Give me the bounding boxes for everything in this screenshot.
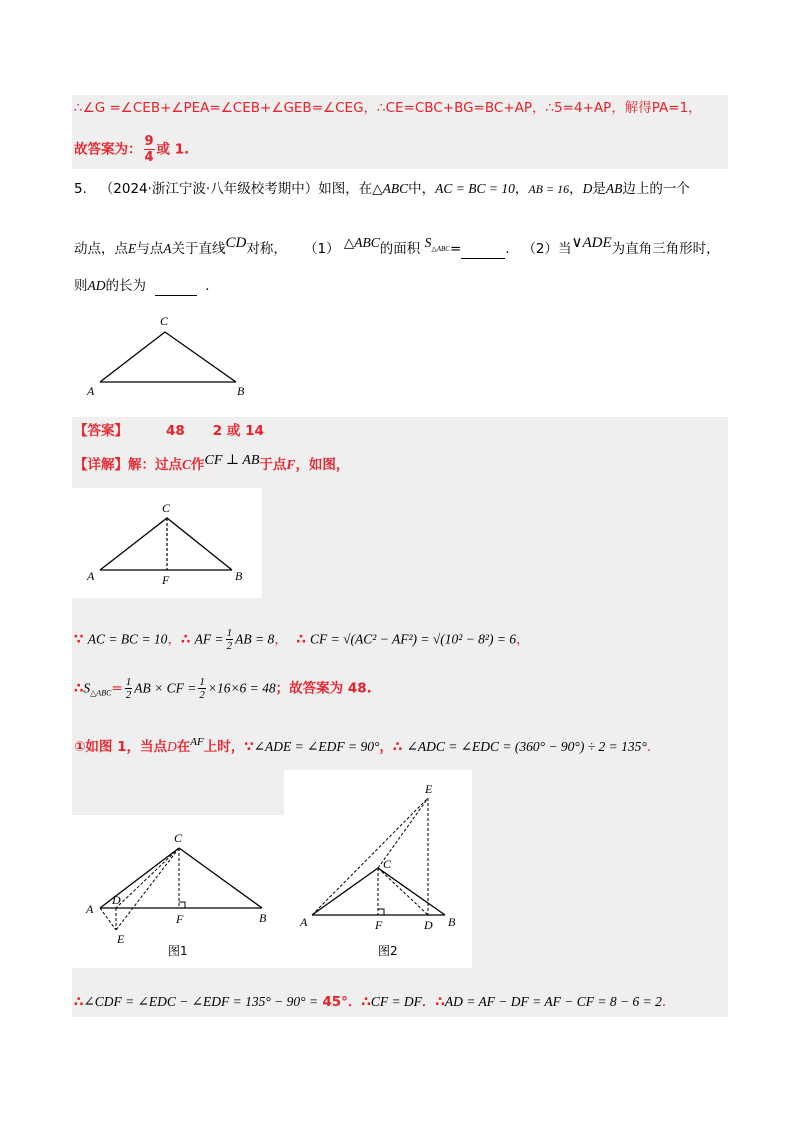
fig1-label-f: F [176, 912, 184, 926]
equals: = [111, 680, 123, 697]
frac-num: 1 [199, 676, 205, 688]
math-s-sub: △ABC [90, 688, 112, 698]
fig2-label-c: C [383, 857, 392, 871]
figure-2 [299, 782, 456, 958]
frac-den: 2 [199, 689, 205, 701]
fig1-caption: 图1 [168, 944, 188, 958]
separator: ， [274, 631, 288, 648]
fig2-label-a: A [300, 915, 308, 929]
separator: ．∴ [421, 994, 445, 1010]
step2-line [74, 676, 372, 704]
math-s: S [424, 235, 432, 250]
problem-source: （2024·浙江宁波·八年级校考期中） [99, 181, 319, 197]
frac-num: 9 [144, 134, 154, 149]
problem-text: 边上的一个 [622, 181, 690, 197]
math-ad: AD [87, 278, 106, 293]
math-f: F [286, 457, 296, 472]
math-s-sub: △ABC [431, 245, 450, 253]
math-ac-bc-10: AC = BC = 10 [87, 631, 168, 647]
step3-line [74, 732, 651, 757]
answer-tag: 【答案】 [74, 423, 128, 439]
separator: ．∴ [347, 994, 371, 1010]
part-two-label: （2）当 [522, 241, 572, 257]
prev-solution-line1 [74, 98, 702, 118]
problem-text: 则 [74, 278, 88, 294]
detail-text: 于点 [259, 457, 287, 473]
math-ac-bc: AC = BC = 10 [435, 181, 515, 196]
fig2-cd [378, 868, 428, 915]
math-cf-sqrt: CF = √(AC² − AF²) = √(10² − 8²) = 6 [310, 631, 517, 647]
detail-text: ，如图， [295, 457, 350, 473]
fraction-half [198, 676, 206, 701]
math-triangle-ade: ∨ADE [571, 235, 612, 251]
math-d: D [167, 739, 177, 754]
problem-text: 动点，点 [74, 241, 128, 257]
fraction-nine-fourths [144, 134, 155, 165]
problem-text: 关于直线 [171, 241, 226, 257]
problem-text: . [505, 241, 510, 257]
math-ab-8: AB = 8 [235, 631, 275, 647]
math-angle-cdf: ∠CDF = ∠EDC − ∠EDF = 135° − 90° = [83, 994, 319, 1009]
fig2-right-angle-mark [378, 909, 384, 915]
fig2-label-f: F [375, 918, 383, 932]
figure-1 [85, 831, 267, 958]
fig1-ae [100, 908, 116, 930]
math-angle-ade: ∠ADE = ∠EDF = 90° [253, 739, 380, 754]
step3-text: 在 [176, 739, 191, 755]
step4-line [74, 992, 666, 1012]
problem-line1 [74, 179, 690, 199]
problem-text: 为直角三角形时， [611, 241, 720, 257]
frac-den: 4 [144, 150, 154, 165]
math-triangle-abc: △ABC [372, 181, 409, 196]
label-f: F [162, 573, 170, 587]
math-triangle-abc: △ABC [343, 235, 380, 250]
answer-value-1: 48 [166, 423, 185, 439]
answer-prefix: 故答案为： [74, 141, 142, 158]
math-af: AF [190, 736, 204, 748]
therefore-symbol: ∴ [74, 680, 84, 697]
math-a: A [163, 241, 172, 256]
figure-triangle-abc [78, 310, 258, 400]
separator: ， [167, 631, 181, 648]
label-b: B [237, 384, 245, 398]
problem-text: 的长为 [105, 278, 146, 294]
math-cf-perp-ab: CF ⊥ AB [204, 453, 260, 468]
problem-text: 与点 [136, 241, 164, 257]
problem-line2 [74, 233, 720, 259]
answer-suffix: 或 1. [156, 141, 190, 158]
therefore-symbol: ∴ [296, 631, 306, 648]
separator: . [646, 739, 652, 755]
answer-value-2: 2 或 14 [212, 423, 264, 439]
problem-text: ， [569, 181, 583, 197]
problem-text: 中， [408, 181, 436, 197]
problem-text: 的面积 [379, 241, 421, 257]
problem-line3 [74, 275, 209, 296]
fig1-cd [116, 848, 179, 908]
fig2-caption: 图2 [378, 944, 398, 958]
step3-text: ①如图 1，当点 [74, 739, 168, 755]
fig2-label-b: B [448, 915, 456, 929]
label-c: C [162, 501, 171, 515]
answer-blank-2 [155, 275, 197, 296]
math-ab: AB = 16 [528, 182, 570, 196]
answer-blank-1 [461, 238, 505, 259]
fig1-right-angle-mark [179, 902, 185, 908]
math-c: C [182, 457, 192, 472]
math-d: D [582, 181, 593, 196]
math-ad-result: AD = AF − DF = AF − CF = 8 − 6 = 2 [444, 994, 662, 1009]
fig1-side-cb [179, 848, 262, 908]
triangle-sides [100, 518, 232, 570]
frac-num: 1 [125, 676, 132, 688]
triangle-sides [100, 332, 236, 382]
figure-triangle-with-altitude [72, 488, 262, 598]
problem-text: . [205, 278, 210, 294]
problem-text: 对称， [246, 241, 287, 257]
math-cf-df: CF = DF [370, 994, 422, 1009]
math-ab-cf: AB × CF = [134, 680, 197, 696]
answer-line [74, 421, 264, 441]
separator: . [661, 994, 667, 1010]
fig1-label-c: C [174, 831, 183, 845]
fraction-half [125, 676, 133, 701]
fig1-label-b: B [259, 911, 267, 925]
problem-text: 如图，在 [318, 181, 373, 197]
label-a: A [87, 384, 95, 398]
fig2-label-e: E [425, 782, 433, 796]
prev-solution-text: ∴∠G =∠CEB+∠PEA=∠CEB+∠GEB=∠CEG，∴CE=CBC+BG=BC+AP，∴5=4+AP，解得PA=1， [74, 100, 702, 116]
fraction-half [226, 627, 234, 652]
math-af: AF = [194, 631, 224, 647]
fig2-side-ac [312, 868, 378, 915]
problem-number: 5. [74, 181, 87, 197]
detail-line [74, 451, 349, 475]
label-b: B [235, 569, 243, 583]
because-symbol: ∵ [74, 631, 84, 648]
therefore-symbol: ∴ [180, 631, 191, 648]
math-s: S [83, 680, 91, 696]
detail-text: 解：过点 [128, 457, 182, 473]
problem-text: 是 [592, 181, 606, 197]
math-cd: CD [225, 235, 247, 251]
fig1-label-a: A [86, 902, 94, 916]
label-c: C [160, 314, 169, 328]
frac-num: 1 [226, 627, 233, 639]
problem-text: = [449, 241, 462, 257]
part-one-label: （1） [304, 241, 340, 257]
problem-text: ， [514, 181, 529, 197]
math-area-result: ×16×6 = 48 [207, 680, 276, 696]
frac-den: 2 [125, 689, 132, 701]
label-a: A [87, 569, 95, 583]
math-e: E [128, 241, 137, 256]
frac-den: 2 [226, 640, 233, 652]
math-angle-adc: ∠ADC = ∠EDC = (360° − 90°) ÷ 2 = 135° [406, 739, 647, 754]
step1-line [74, 627, 530, 652]
fig1-label-e: E [117, 932, 125, 946]
fig2-ae [312, 798, 428, 915]
detail-text: 作 [191, 457, 205, 473]
fig2-side-cb [378, 868, 445, 915]
figures-1-and-2 [72, 770, 472, 968]
therefore-symbol: ∴ [74, 994, 84, 1010]
separator: ，∴ [379, 739, 403, 755]
fig1-label-d: D [112, 893, 121, 907]
detail-tag: 【详解】 [74, 457, 128, 473]
fig2-label-d: D [424, 918, 433, 932]
prev-solution-line2 [74, 134, 189, 165]
step3-text: 上时，∵ [203, 739, 254, 755]
math-ab-seg: AB [605, 181, 623, 196]
angle-value: 45° [322, 994, 348, 1010]
separator: ， [516, 631, 530, 648]
step2-answer: ；故答案为 48. [275, 680, 372, 697]
